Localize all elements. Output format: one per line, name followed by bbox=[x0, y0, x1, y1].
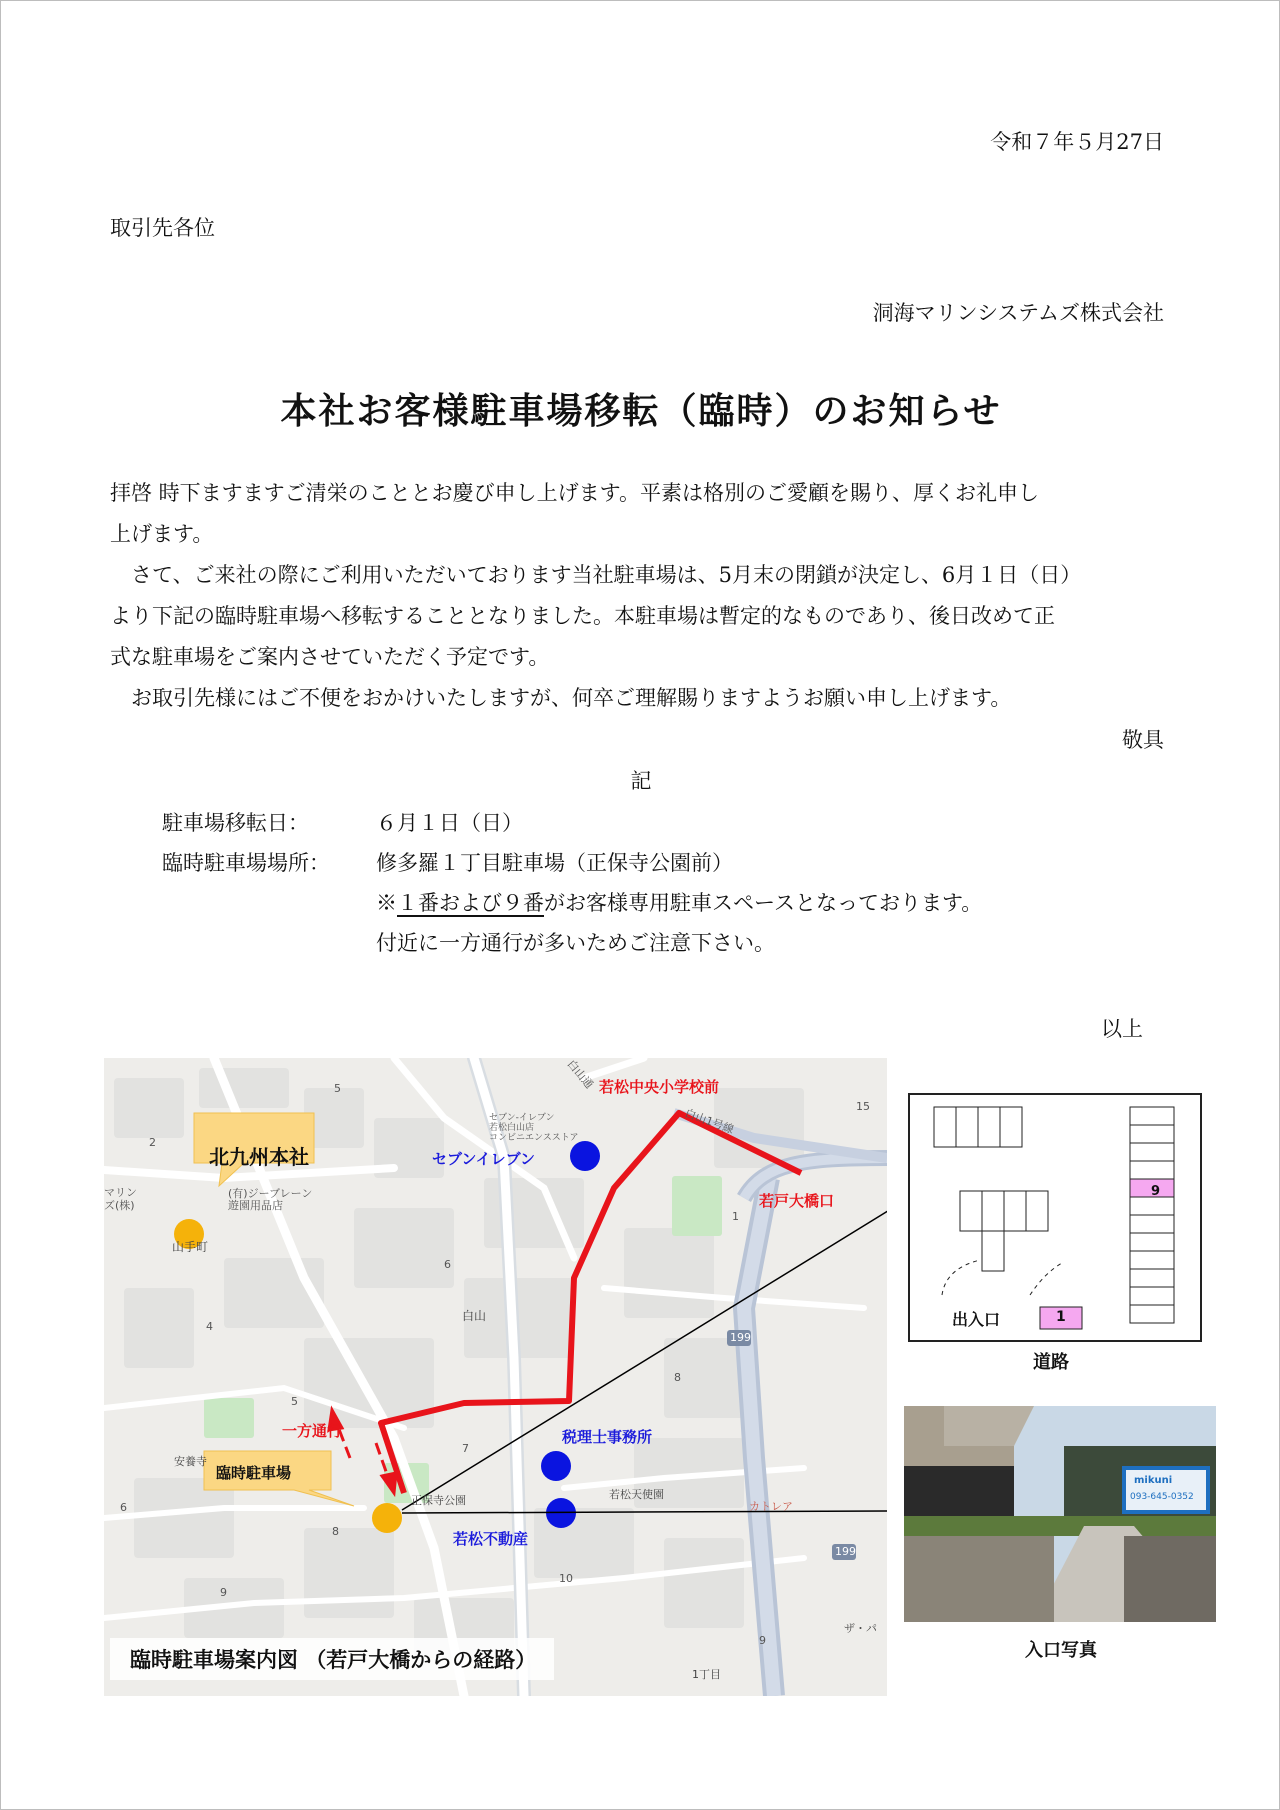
note-mark: ※ bbox=[376, 891, 397, 915]
label-school: 若松中央小学校前 bbox=[599, 1078, 720, 1096]
note-rest: がお客様専用駐車スペースとなっております。 bbox=[544, 891, 983, 915]
addressee: 取引先各位 bbox=[110, 216, 215, 240]
label-seven-store bbox=[489, 1113, 578, 1143]
block-number: 6 bbox=[444, 1258, 451, 1271]
photo-graphic bbox=[904, 1406, 1216, 1622]
label-shirayama-street: 白山通 bbox=[564, 1058, 596, 1092]
document-date: 令和７年５月27日 bbox=[990, 130, 1164, 154]
block-number: 8 bbox=[332, 1525, 339, 1538]
label-cattleya: カトレア bbox=[749, 1500, 793, 1513]
item-value-date: ６月１日（日） bbox=[376, 811, 523, 835]
block-number: 5 bbox=[334, 1082, 341, 1095]
body-line: お取引先様にはご不便をおかけいたしますが、何卒ご理解賜りますようお願い申し上げます。 bbox=[131, 686, 1012, 710]
block-number: 9 bbox=[220, 1586, 227, 1599]
label-shohoji-park: 正保寺公園 bbox=[411, 1494, 466, 1507]
item-value-location: 修多羅１丁目駐車場（正保寺公園前） bbox=[376, 851, 733, 875]
body-line: 拝啓 時下ますますご清栄のこととお慶び申し上げます。平素は格別のご愛顧を賜り、厚くお礼申し bbox=[110, 481, 1039, 505]
store-line: セブン-イレブン bbox=[489, 1113, 555, 1123]
label-chome: 1丁目 bbox=[692, 1668, 721, 1681]
store-line: マリン bbox=[104, 1186, 137, 1199]
sender-company: 洞海マリンシステムズ株式会社 bbox=[872, 301, 1164, 325]
block-number: 9 bbox=[759, 1634, 766, 1647]
lot-caption: 道路 bbox=[1033, 1352, 1069, 1373]
ijo-end: 以上 bbox=[1101, 1017, 1143, 1041]
store-line: 若松白山店 bbox=[489, 1123, 535, 1133]
note-underlined-spaces: １番および９番 bbox=[397, 891, 544, 915]
label-yamate: 山手町 bbox=[172, 1240, 209, 1254]
closing-keigu: 敬具 bbox=[1122, 728, 1164, 752]
block-number: 6 bbox=[120, 1501, 127, 1514]
ki-heading: 記 bbox=[630, 769, 652, 793]
label-tax-office: 税理士事務所 bbox=[562, 1428, 653, 1446]
entrance-photo bbox=[904, 1406, 1216, 1622]
label-anyoji: 安養寺 bbox=[174, 1455, 207, 1468]
block-number: 1 bbox=[732, 1210, 739, 1223]
store-line: コンビニエンスストア bbox=[489, 1133, 579, 1143]
sign-brand: mikuni bbox=[1134, 1475, 1173, 1486]
note-reserved-spaces bbox=[376, 883, 982, 924]
body-line: 上げます。 bbox=[110, 522, 214, 546]
label-shirayama-road: 白山1号線 bbox=[683, 1106, 736, 1137]
label-route-199b: 199 bbox=[835, 1545, 856, 1558]
block-number: 4 bbox=[206, 1320, 213, 1333]
lot-space-1: 1 bbox=[1056, 1309, 1066, 1325]
label-wakamatsu-tenshi: 若松天使園 bbox=[609, 1488, 664, 1501]
document-title: 本社お客様駐車場移転（臨時）のお知らせ bbox=[280, 390, 1002, 432]
body-paragraph-1 bbox=[110, 473, 1165, 719]
item-label-date: 駐車場移転日： bbox=[162, 811, 309, 835]
sign-phone: 093-645-0352 bbox=[1130, 1492, 1194, 1502]
callout-temp-parking: 臨時駐車場 bbox=[216, 1464, 292, 1482]
label-gbrain bbox=[228, 1188, 312, 1212]
item-label-location: 臨時駐車場場所： bbox=[162, 851, 330, 875]
block-number: 10 bbox=[559, 1572, 573, 1585]
parking-lot-diagram bbox=[908, 1093, 1202, 1342]
label-realestate: 若松不動産 bbox=[453, 1530, 529, 1548]
block-number: 8 bbox=[674, 1371, 681, 1384]
block-number: 15 bbox=[856, 1100, 870, 1113]
lot-space-9: 9 bbox=[1151, 1184, 1161, 1199]
label-za: ザ・パ bbox=[844, 1622, 877, 1635]
photo-caption: 入口写真 bbox=[1025, 1640, 1097, 1661]
body-line: 式な駐車場をご案内させていただく予定です。 bbox=[110, 645, 550, 669]
one-way-label: 一方通行 bbox=[282, 1422, 343, 1440]
block-number: 5 bbox=[291, 1395, 298, 1408]
body-line: より下記の臨時駐車場へ移転することとなりました。本駐車場は暫定的なものであり、後日改めて正 bbox=[110, 604, 1055, 628]
lot-entrance: 出入口 bbox=[952, 1310, 1001, 1329]
note-one-way: 付近に一方通行が多いためご注意下さい。 bbox=[376, 931, 775, 955]
label-shirayama: 白山 bbox=[462, 1309, 487, 1323]
store-line: 遊園用品店 bbox=[228, 1199, 283, 1212]
label-marine bbox=[104, 1186, 137, 1212]
callout-hq: 北九州本社 bbox=[209, 1145, 309, 1169]
map-caption: 臨時駐車場案内図 （若戸大橋からの経路） bbox=[110, 1638, 554, 1680]
label-route-199a: 199 bbox=[730, 1331, 751, 1344]
label-seven-eleven: セブンイレブン bbox=[432, 1150, 536, 1168]
store-line: ズ(株) bbox=[104, 1199, 135, 1212]
route-map bbox=[104, 1058, 887, 1696]
label-bridge-exit: 若戸大橋口 bbox=[759, 1192, 835, 1210]
body-line: さて、ご来社の際にご利用いただいております当社駐車場は、5月末の閉鎖が決定し、6月１日（日） bbox=[131, 563, 1082, 587]
lot-graphic bbox=[910, 1095, 1200, 1340]
store-line: (有)ジーブレーン bbox=[228, 1187, 313, 1200]
block-number: 2 bbox=[149, 1136, 156, 1149]
block-number: 7 bbox=[462, 1442, 469, 1455]
